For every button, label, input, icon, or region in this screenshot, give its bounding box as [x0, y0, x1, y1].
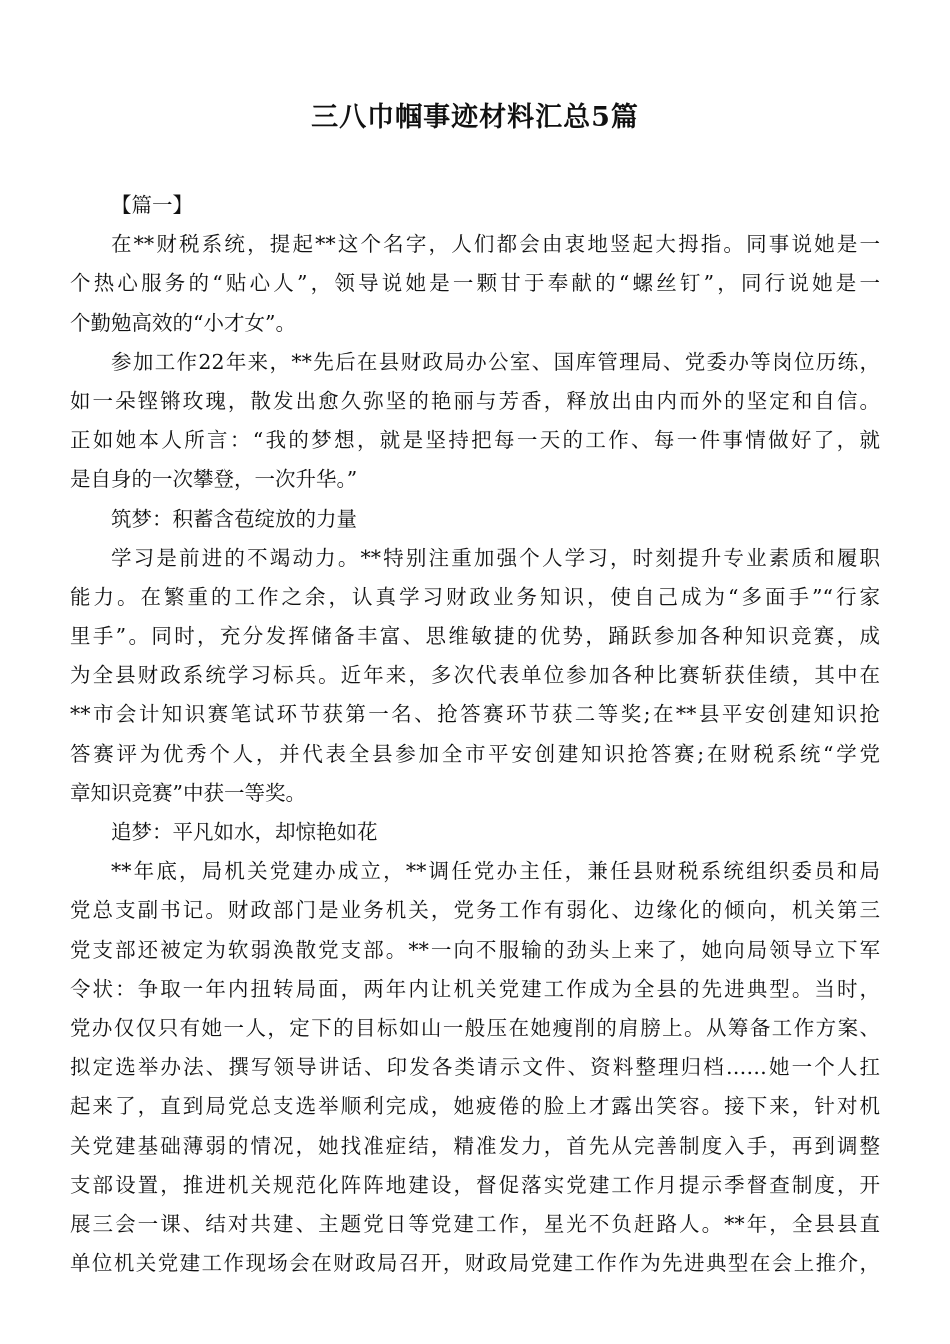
- paragraph-line: 个勤勉高效的“小才女”。: [70, 310, 296, 335]
- paragraph-line: 章知识竞赛”中获一等奖。: [70, 780, 306, 805]
- paragraph-line: 为全县财政系统学习标兵。近年来，多次代表单位参加各种比赛斩获佳绩，其中在: [70, 663, 880, 688]
- paragraph-line: 在**财税系统，提起**这个名字，人们都会由衷地竖起大拇指。同事说她是一: [111, 232, 880, 257]
- paragraph-line: 正如她本人所言：“我的梦想，就是坚持把每一天的工作、每一件事情做好了，就: [70, 428, 880, 453]
- paragraph-line: 能力。在繁重的工作之余，认真学习财政业务知识，使自己成为“多面手”“行家: [70, 584, 880, 609]
- paragraph-4: [70, 852, 880, 1283]
- paragraph-line: 个热心服务的“贴心人”，领导说她是一颗甘于奉献的“螺丝钉”，同行说她是一: [70, 271, 880, 296]
- paragraph-line: 如一朵铿锵玫瑰，散发出愈久弥坚的艳丽与芳香，释放出由内而外的坚定和自信。: [70, 388, 880, 413]
- paragraph-line: 关党建基础薄弱的情况，她找准症结，精准发力，首先从完善制度入手，再到调整: [70, 1133, 880, 1158]
- subheading-dream-chasing: 追梦：平凡如水，却惊艳如花: [111, 820, 378, 844]
- paragraph-1: [70, 225, 880, 343]
- paragraph-line: **年底，局机关党建办成立，**调任党办主任，兼任县财税系统组织委员和局: [111, 859, 880, 884]
- section-label: 【篇一】: [111, 193, 193, 217]
- paragraph-line: 党总支副书记。财政部门是业务机关，党务工作有弱化、边缘化的倾向，机关第三: [70, 898, 880, 923]
- document-title: 三八巾帼事迹材料汇总5篇: [311, 102, 639, 133]
- paragraph-line: 令状：争取一年内扭转局面，两年内让机关党建工作成为全县的先进典型。当时，: [70, 976, 880, 1001]
- paragraph-line: 起来了，直到局党总支选举顺利完成，她疲倦的脸上才露出笑容。接下来，针对机: [70, 1094, 880, 1119]
- paragraph-3: [70, 539, 880, 813]
- paragraph-line: 答赛评为优秀个人，并代表全县参加全市平安创建知识抢答赛;在财税系统“学党: [70, 741, 880, 766]
- document-body: [70, 186, 880, 1283]
- paragraph-line: 拟定选举办法、撰写领导讲话、印发各类请示文件、资料整理归档……她一个人扛: [70, 1055, 880, 1080]
- paragraph-2: [70, 343, 880, 500]
- paragraph-line: 党办仅仅只有她一人，定下的目标如山一般压在她瘦削的肩膀上。从筹备工作方案、: [70, 1015, 880, 1040]
- subheading-dream-building: 筑梦：积蓄含苞绽放的力量: [111, 506, 357, 531]
- paragraph-line: 是自身的一次攀登，一次升华。”: [70, 467, 358, 492]
- paragraph-line: 支部设置，推进机关规范化阵阵地建设，督促落实党建工作月提示季督查制度，开: [70, 1172, 880, 1197]
- paragraph-line: 学习是前进的不竭动力。**特别注重加强个人学习，时刻提升专业素质和履职: [111, 545, 880, 570]
- paragraph-line: 展三会一课、结对共建、主题党日等党建工作，星光不负赶路人。**年，全县县直: [70, 1211, 880, 1236]
- paragraph-line: 单位机关党建工作现场会在财政局召开，财政局党建工作作为先进典型在会上推介，: [70, 1251, 880, 1276]
- paragraph-line: 参加工作22年来，**先后在县财政局办公室、国库管理局、党委办等岗位历练，: [111, 349, 880, 374]
- paragraph-line: 党支部还被定为软弱涣散党支部。**一向不服输的劲头上来了，她向局领导立下军: [70, 937, 880, 962]
- paragraph-line: **市会计知识赛笔试环节获第一名、抢答赛环节获二等奖;在**县平安创建知识抢: [70, 702, 880, 727]
- paragraph-line: 里手”。同时，充分发挥储备丰富、思维敏捷的优势，踊跃参加各种知识竞赛，成: [70, 624, 880, 649]
